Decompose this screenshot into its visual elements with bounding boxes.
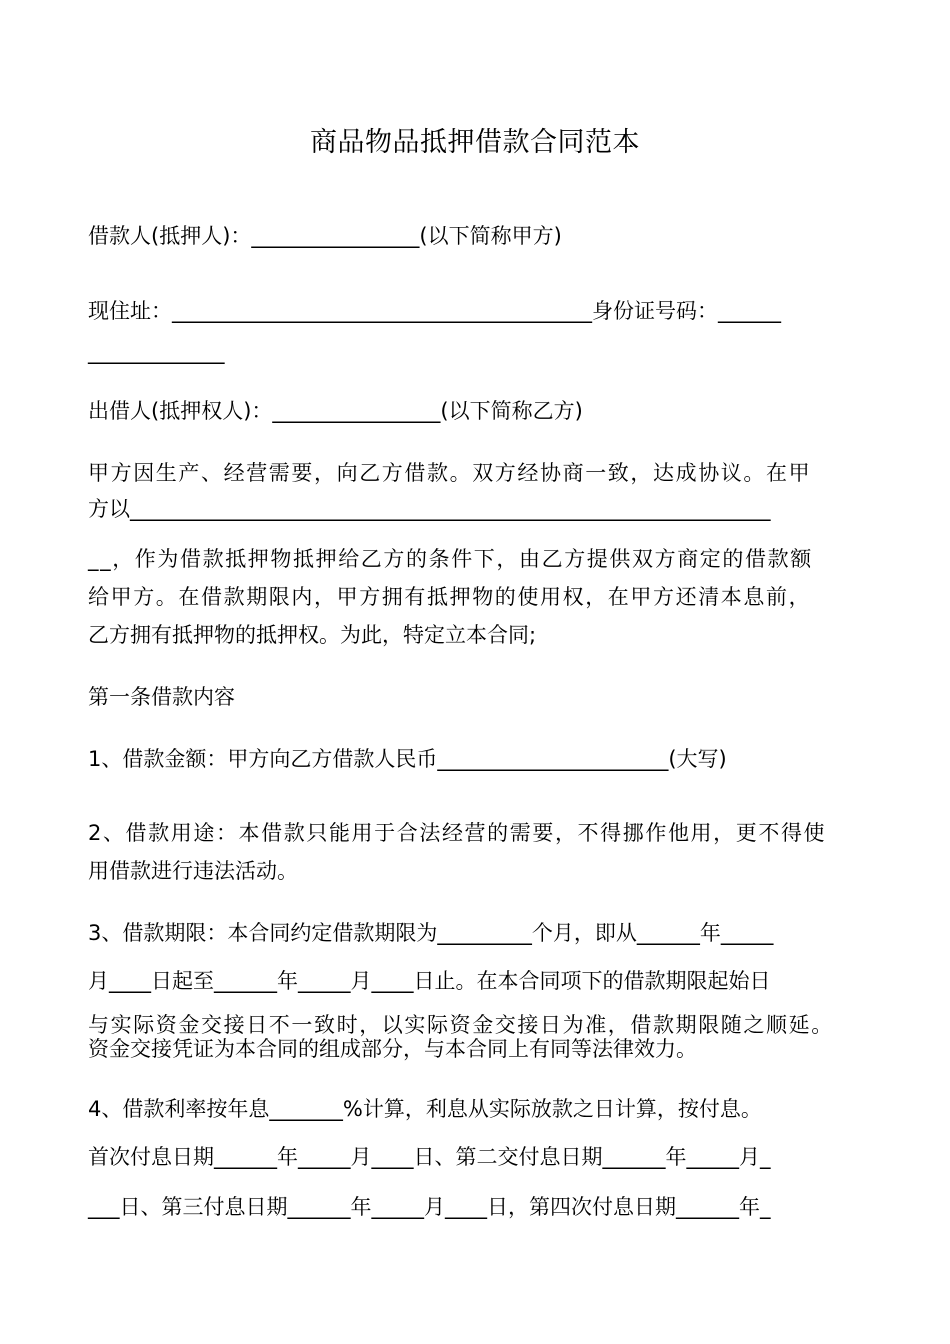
preamble-line-3: __，作为借款抵押物抵押给乙方的条件下，由乙方提供双方商定的借款额	[88, 547, 813, 571]
preamble-line-5: 乙方拥有抵押物的抵押权。为此，特定立本合同;	[88, 623, 537, 647]
clause-4-line-3: ___日、第三付息日期______年_____月____日，第四次付息日期______年_	[88, 1195, 771, 1219]
lender-line: 出借人(抵押权人)：________________(以下简称乙方)	[88, 399, 583, 423]
preamble-line-2: 方以_____________________________________________________________	[88, 497, 771, 521]
clause-2-line-1: 2、借款用途：本借款只能用于合法经营的需要，不得挪作他用，更不得使	[88, 821, 827, 845]
clause-1: 1、借款金额：甲方向乙方借款人民币______________________(大写)	[88, 747, 727, 771]
clause-3-line-4: 资金交接凭证为本合同的组成部分，与本合同上有同等法律效力。	[88, 1037, 697, 1061]
id-number-continuation: _____________	[88, 340, 225, 364]
borrower-line: 借款人(抵押人)：________________(以下简称甲方)	[88, 224, 562, 248]
clause-2-line-2: 用借款进行违法活动。	[88, 859, 298, 883]
clause-4-line-1: 4、借款利率按年息_______%计算，利息从实际放款之日计算，按付息。	[88, 1097, 762, 1121]
section-heading: 第一条借款内容	[88, 685, 235, 709]
preamble-line-4: 给甲方。在借款期限内，甲方拥有抵押物的使用权，在甲方还清本息前，	[88, 585, 812, 609]
clause-4-line-2: 首次付息日期______年_____月____日、第二交付息日期______年_____月_	[88, 1145, 771, 1169]
clause-3-line-2: 月____日起至______年_____月____日止。在本合同项下的借款期限起始日	[88, 969, 771, 993]
document-title: 商品物品抵押借款合同范本	[310, 127, 640, 158]
clause-3-line-1: 3、借款期限：本合同约定借款期限为_________个月，即从______年_____	[88, 921, 774, 945]
address-line: 现住址：________________________________________身份证号码：______	[88, 299, 781, 323]
clause-3-line-3: 与实际资金交接日不一致时，以实际资金交接日为准，借款期限随之顺延。	[88, 1013, 834, 1037]
preamble-line-1: 甲方因生产、经营需要，向乙方借款。双方经协商一致，达成协议。在甲	[88, 461, 812, 485]
